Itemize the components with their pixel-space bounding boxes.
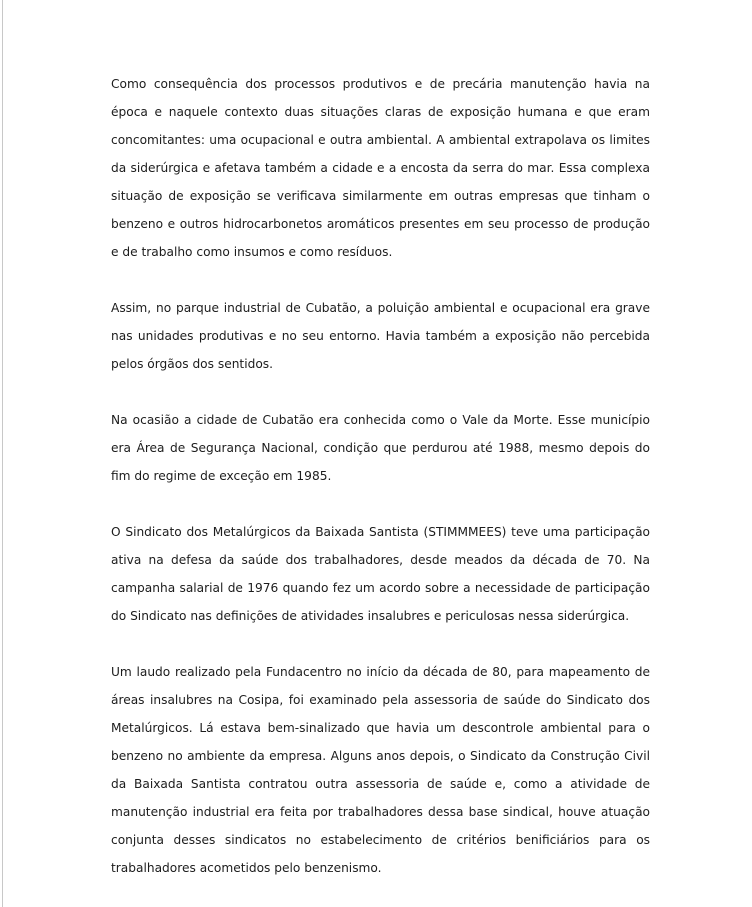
paragraph-cubatao-pollution: Assim, no parque industrial de Cubatão, a poluição ambiental e ocupacional era grave nas unidades produtivas e no seu entorno. Havia também a exposição não percebida pelos órgãos dos sentidos. <box>111 301 650 371</box>
document-body <box>111 70 650 882</box>
paragraph-vale-da-morte: Na ocasião a cidade de Cubatão era conhecida como o Vale da Morte. Esse município era Área de Segurança Nacional, condição que perdurou até 1988, mesmo depois do fim do regime de exceção em 1985. <box>111 413 650 483</box>
paragraph-exposure: Como consequência dos processos produtivos e de precária manutenção havia na época e naquele contexto duas situações claras de exposição humana e que eram concomitantes: uma ocupacional e outra ambiental. A ambiental extrapolava os limites da siderúrgica e afetava também a cidade e a encosta da serra do mar. Essa complexa situação de exposição se verificava similarmente em outras empresas que tinham o benzeno e outros hidrocarbonetos aromáticos presentes em seu processo de produção e de trabalho como insumos e como resíduos. <box>111 77 650 259</box>
paragraph-laudo-fundacentro: Um laudo realizado pela Fundacentro no início da década de 80, para mapeamento de áreas insalubres na Cosipa, foi examinado pela assessoria de saúde do Sindicato dos Metalúrgicos. Lá estava bem-sinalizado que havia um descontrole ambiental para o benzeno no ambiente da empresa. Alguns anos depois, o Sindicato da Construção Civil da Baixada Santista contratou outra assessoria de saúde e, como a atividade de manutenção industrial era feita por trabalhadores dessa base sindical, houve atuação conjunta desses sindicatos no estabelecimento de critérios benificiários para os trabalhadores acometidos pelo benzenismo. <box>111 665 650 875</box>
page-edge-divider <box>2 0 3 907</box>
paragraph-sindicato-metalurgicos: O Sindicato dos Metalúrgicos da Baixada Santista (STIMMMEES) teve uma participação ativa na defesa da saúde dos trabalhadores, desde meados da década de 70. Na campanha salarial de 1976 quando fez um acordo sobre a necessidade de participação do Sindicato nas definições de atividades insalubres e periculosas nessa siderúrgica. <box>111 525 650 623</box>
